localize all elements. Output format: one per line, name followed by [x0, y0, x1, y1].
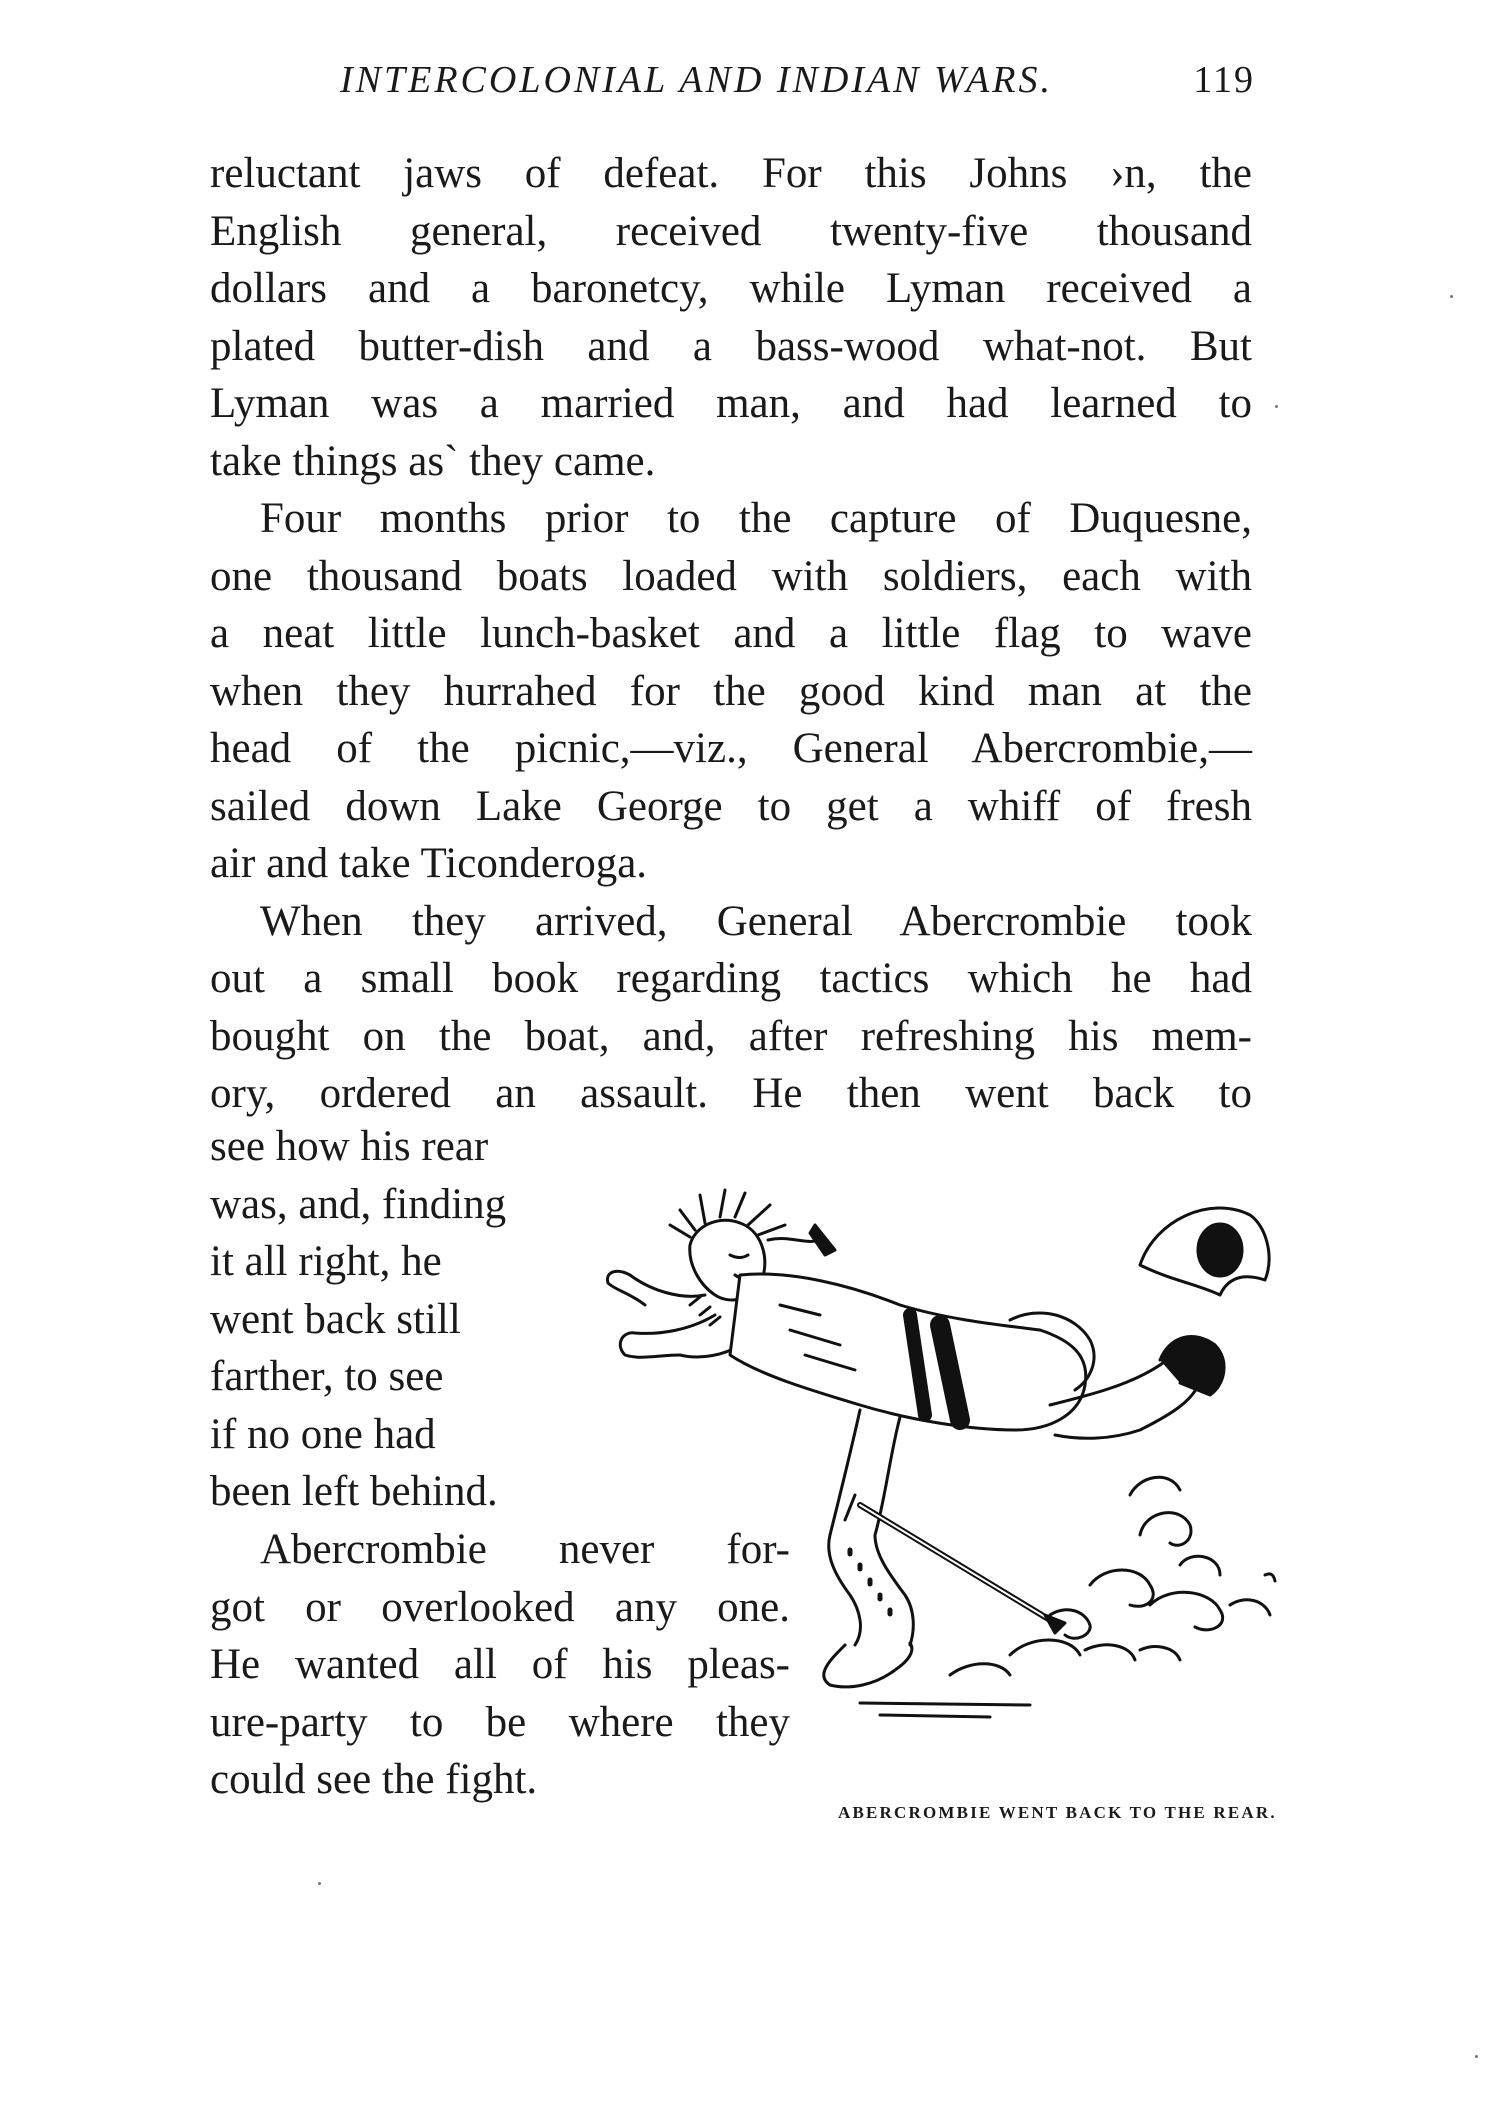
paper-speck — [1275, 405, 1278, 408]
text-line: got or overlooked any one. — [210, 1583, 790, 1631]
paper-speck — [318, 1882, 321, 1885]
text-line: if no one had — [210, 1410, 436, 1458]
text-line: bought on the boat, and, after refreshing his mem- — [210, 1012, 1252, 1060]
text-line: English general, received twenty-five thousand — [210, 207, 1252, 255]
text-line: ure-party to be where they — [210, 1698, 790, 1746]
text-line: a neat little lunch-basket and a little flag to wave — [210, 610, 1252, 657]
coat-icon — [730, 1274, 1094, 1430]
text-line: When they arrived, General Abercrombie took — [260, 897, 1252, 945]
text-line: air and take Ticonderoga. — [210, 840, 648, 887]
text-line: could see the fight. — [210, 1756, 538, 1803]
text-line: plated butter-dish and a bass-wood what-not. But — [210, 322, 1252, 370]
running-general-illustration — [530, 1155, 1430, 1795]
running-title: INTERCOLONIAL AND INDIAN WARS. — [340, 59, 1053, 101]
paper-speck — [1450, 295, 1453, 298]
full-width-text — [210, 145, 1252, 1123]
text-line: went back still — [210, 1295, 461, 1343]
text-line: reluctant jaws of defeat. For this Johns ›n, the — [210, 150, 1252, 197]
text-line: He wanted all of his pleas- — [210, 1641, 790, 1688]
dust-cloud-icon — [860, 1477, 1275, 1717]
text-line: when they hurrahed for the good kind man at the — [210, 667, 1252, 715]
text-line: Four months prior to the capture of Duquesne, — [260, 495, 1252, 542]
sword-icon — [845, 1495, 1065, 1633]
text-line: been left behind. — [210, 1468, 498, 1515]
text-line: was, and, finding — [210, 1180, 507, 1228]
front-leg-icon — [824, 1410, 913, 1687]
page-number: 119 — [1193, 59, 1255, 101]
text-line: ory, ordered an assault. He then went back to — [210, 1070, 1252, 1117]
text-line: sailed down Lake George to get a whiff of fresh — [210, 782, 1252, 830]
text-line: dollars and a baronetcy, while Lyman received a — [210, 265, 1252, 312]
wrapped-text-narrow — [210, 1118, 540, 1521]
text-line: Abercrombie never for- — [260, 1526, 790, 1573]
text-line: take things asˋ they came. — [210, 437, 656, 485]
illustration-caption: ABERCROMBIE WENT BACK TO THE REAR. — [838, 1803, 1277, 1822]
text-line: head of the picnic,—viz., General Abercrombie,— — [210, 725, 1252, 772]
hat-icon — [1140, 1208, 1269, 1295]
text-line: it all right, he — [210, 1238, 442, 1285]
text-line: Lyman was a married man, and had learned to — [210, 380, 1252, 427]
paper-speck — [1475, 2055, 1478, 2058]
running-head — [340, 58, 1255, 108]
text-line: one thousand boats loaded with soldiers, each with — [210, 552, 1252, 600]
text-line: out a small book regarding tactics which he had — [210, 955, 1252, 1002]
text-line: farther, to see — [210, 1353, 444, 1400]
text-line: see how his rear — [210, 1123, 489, 1170]
